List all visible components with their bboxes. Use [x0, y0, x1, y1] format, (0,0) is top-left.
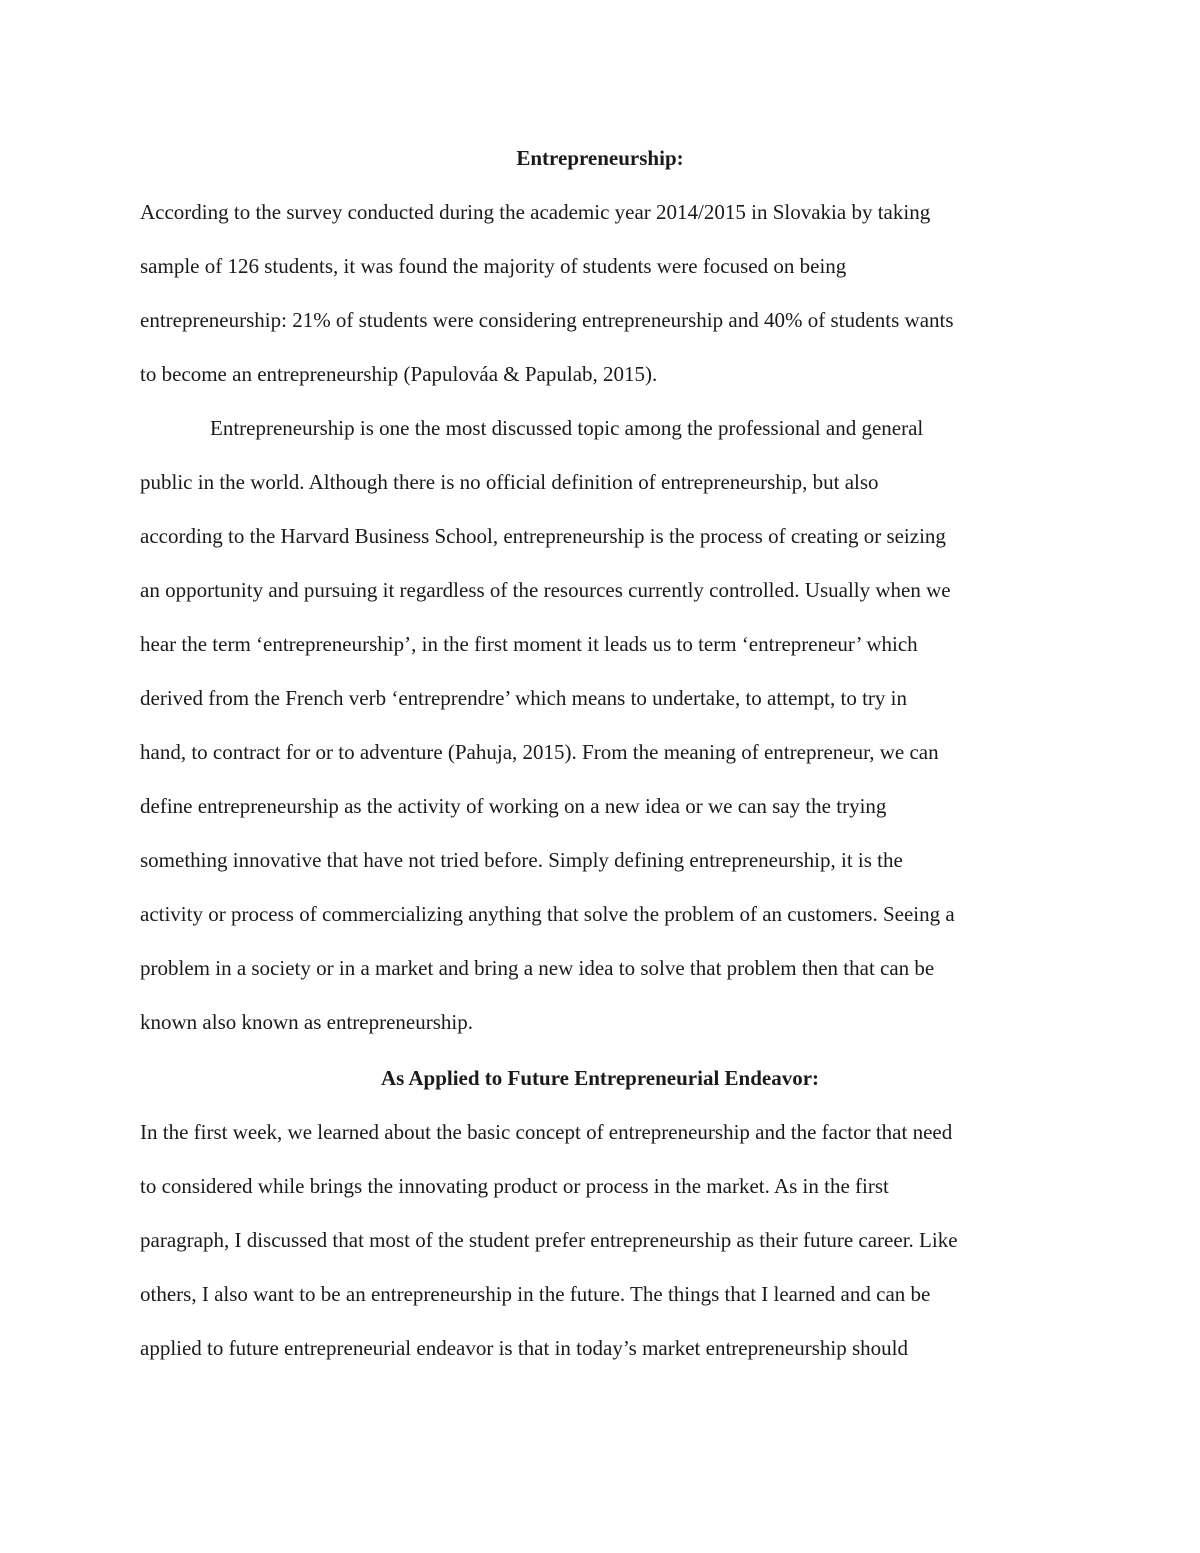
- text-line: In the first week, we learned about the basic concept of entrepreneurship and the factor that need: [140, 1120, 953, 1144]
- text-line: an opportunity and pursuing it regardless of the resources currently controlled. Usually when we: [140, 578, 951, 602]
- text-line: hear the term ‘entrepreneurship’, in the first moment it leads us to term ‘entrepreneur’ which: [140, 632, 918, 656]
- text-line: problem in a society or in a market and bring a new idea to solve that problem then that can be: [140, 956, 935, 980]
- text-line: others, I also want to be an entrepreneurship in the future. The things that I learned and can be: [140, 1282, 931, 1306]
- section-heading-entrepreneurship: Entrepreneurship:: [516, 146, 684, 170]
- text-line: to considered while brings the innovating product or process in the market. As in the first: [140, 1174, 889, 1198]
- text-line: derived from the French verb ‘entreprendre’ which means to undertake, to attempt, to try in: [140, 686, 908, 710]
- text-line: hand, to contract for or to adventure (Pahuja, 2015). From the meaning of entrepreneur, we can: [140, 740, 939, 764]
- text-line: According to the survey conducted during the academic year 2014/2015 in Slovakia by taking: [140, 200, 931, 224]
- text-line: define entrepreneurship as the activity of working on a new idea or we can say the trying: [140, 794, 887, 818]
- text-line: paragraph, I discussed that most of the student prefer entrepreneurship as their future career. Like: [140, 1228, 958, 1252]
- text-line: to become an entrepreneurship (Papulováa & Papulab, 2015).: [140, 362, 658, 386]
- text-line: something innovative that have not tried before. Simply defining entrepreneurship, it is the: [140, 848, 903, 872]
- text-line: according to the Harvard Business School, entrepreneurship is the process of creating or seizing: [140, 524, 946, 548]
- section-heading-applied: As Applied to Future Entrepreneurial Endeavor:: [380, 1066, 820, 1090]
- text-line: activity or process of commercializing anything that solve the problem of an customers. Seeing a: [140, 902, 955, 926]
- text-line: entrepreneurship: 21% of students were considering entrepreneurship and 40% of students wants: [140, 308, 954, 332]
- text-line: applied to future entrepreneurial endeavor is that in today’s market entrepreneurship should: [140, 1336, 908, 1360]
- text-line: Entrepreneurship is one the most discussed topic among the professional and general: [210, 416, 924, 440]
- text-line: sample of 126 students, it was found the majority of students were focused on being: [140, 254, 847, 278]
- text-line: public in the world. Although there is no official definition of entrepreneurship, but also: [140, 470, 879, 494]
- text-line: known also known as entrepreneurship.: [140, 1010, 474, 1034]
